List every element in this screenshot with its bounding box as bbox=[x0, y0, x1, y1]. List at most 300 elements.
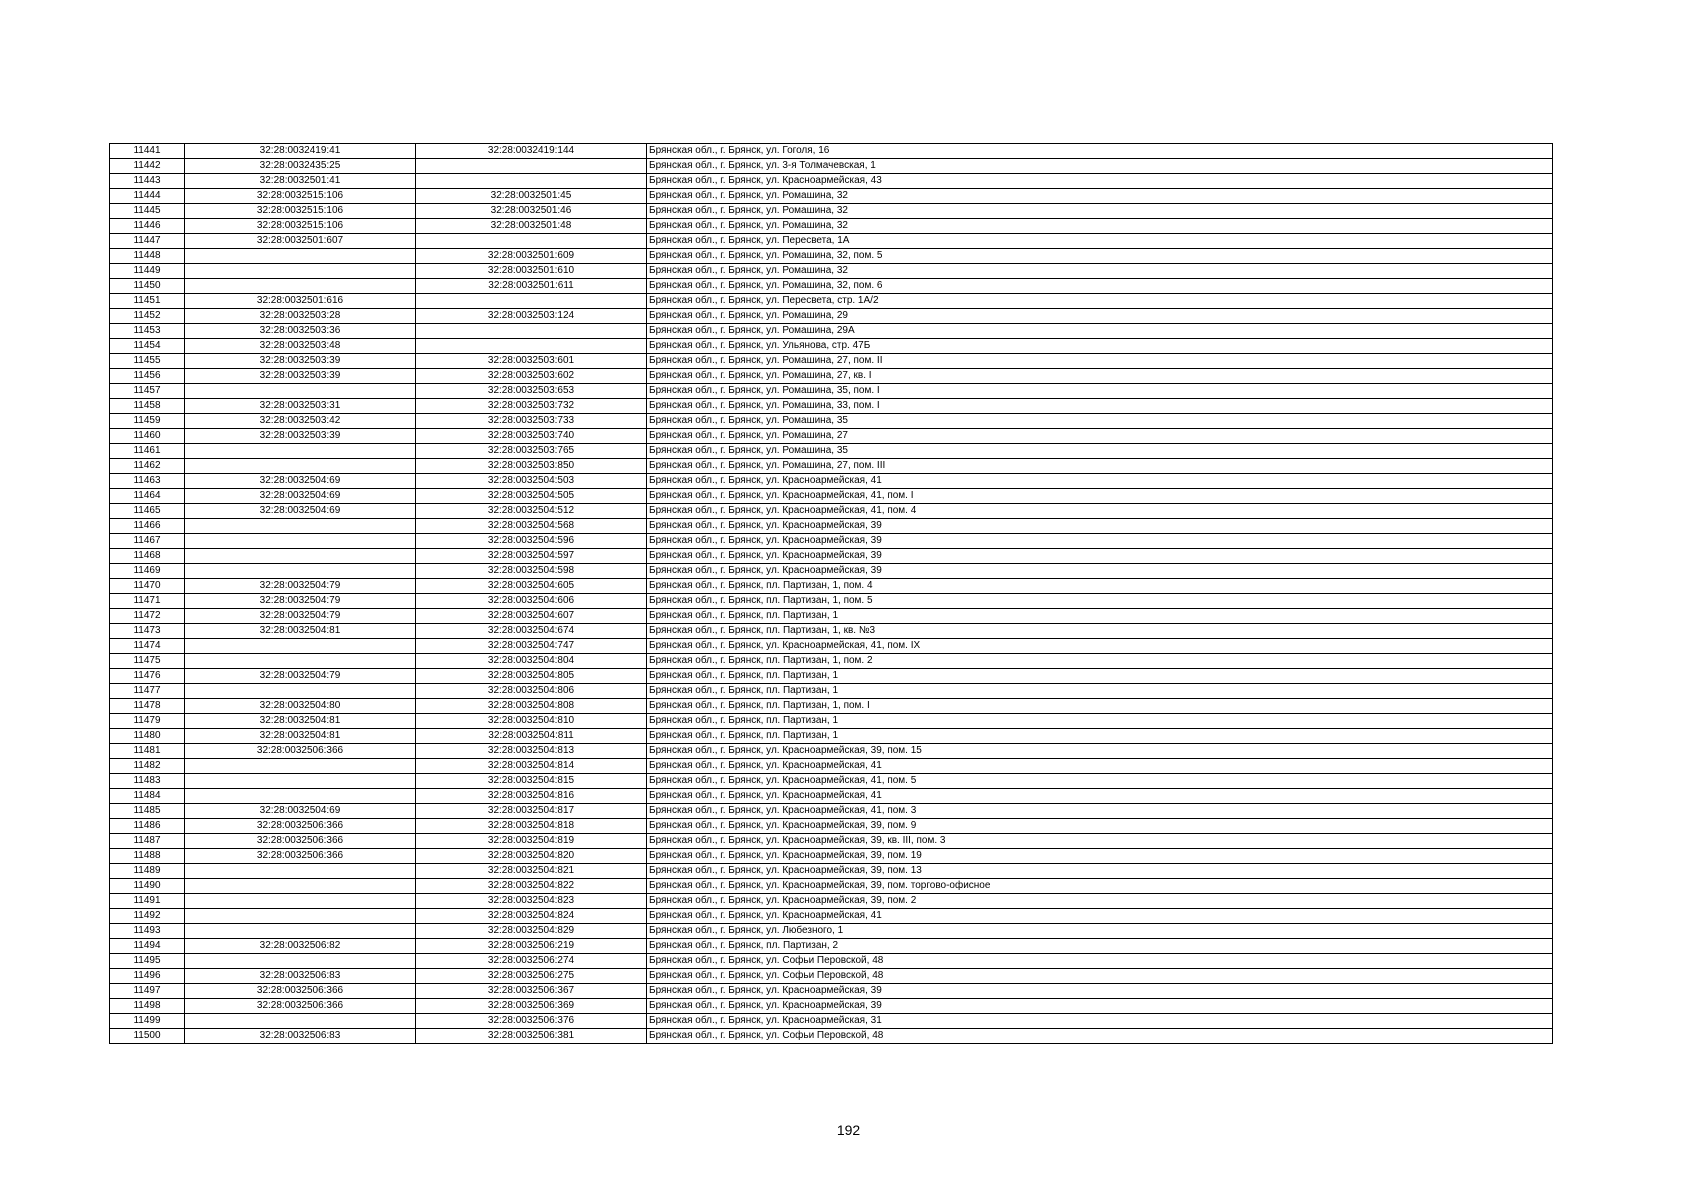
address-cell: Брянская обл., г. Брянск, ул. Ромашина, 29 bbox=[647, 309, 1553, 324]
row-number-cell: 11474 bbox=[110, 639, 185, 654]
row-number-cell: 11463 bbox=[110, 474, 185, 489]
address-cell: Брянская обл., г. Брянск, ул. Ромашина, 32, пом. 6 bbox=[647, 279, 1553, 294]
building-cadastral-number-cell: 32:28:0032503:765 bbox=[416, 444, 647, 459]
land-cadastral-number-cell: 32:28:0032503:39 bbox=[185, 429, 416, 444]
table-row bbox=[110, 564, 1553, 579]
land-cadastral-number-cell: 32:28:0032504:69 bbox=[185, 804, 416, 819]
building-cadastral-number-cell: 32:28:0032504:607 bbox=[416, 609, 647, 624]
row-number-cell: 11479 bbox=[110, 714, 185, 729]
land-cadastral-number-cell bbox=[185, 924, 416, 939]
row-number-cell: 11499 bbox=[110, 1014, 185, 1029]
row-number-cell: 11444 bbox=[110, 189, 185, 204]
building-cadastral-number-cell: 32:28:0032504:814 bbox=[416, 759, 647, 774]
address-cell: Брянская обл., г. Брянск, пл. Партизан, 1 bbox=[647, 729, 1553, 744]
land-cadastral-number-cell bbox=[185, 249, 416, 264]
row-number-cell: 11478 bbox=[110, 699, 185, 714]
building-cadastral-number-cell: 32:28:0032504:503 bbox=[416, 474, 647, 489]
address-cell: Брянская обл., г. Брянск, ул. Ромашина, 29А bbox=[647, 324, 1553, 339]
table-row bbox=[110, 729, 1553, 744]
address-cell: Брянская обл., г. Брянск, ул. Красноармейская, 39 bbox=[647, 549, 1553, 564]
land-cadastral-number-cell: 32:28:0032515:106 bbox=[185, 204, 416, 219]
address-cell: Брянская обл., г. Брянск, пл. Партизан, 1, пом. 5 bbox=[647, 594, 1553, 609]
land-cadastral-number-cell: 32:28:0032503:39 bbox=[185, 354, 416, 369]
land-cadastral-number-cell bbox=[185, 774, 416, 789]
address-cell: Брянская обл., г. Брянск, ул. Красноармейская, 39 bbox=[647, 534, 1553, 549]
address-cell: Брянская обл., г. Брянск, ул. Пересвета, 1А bbox=[647, 234, 1553, 249]
building-cadastral-number-cell: 32:28:0032503:850 bbox=[416, 459, 647, 474]
row-number-cell: 11451 bbox=[110, 294, 185, 309]
table-row bbox=[110, 534, 1553, 549]
land-cadastral-number-cell: 32:28:0032503:42 bbox=[185, 414, 416, 429]
address-cell: Брянская обл., г. Брянск, ул. Ромашина, 35, пом. I bbox=[647, 384, 1553, 399]
land-cadastral-number-cell bbox=[185, 894, 416, 909]
building-cadastral-number-cell: 32:28:0032504:815 bbox=[416, 774, 647, 789]
row-number-cell: 11491 bbox=[110, 894, 185, 909]
table-row bbox=[110, 399, 1553, 414]
table-row bbox=[110, 759, 1553, 774]
address-cell: Брянская обл., г. Брянск, ул. Красноармейская, 41, пом. 5 bbox=[647, 774, 1553, 789]
land-cadastral-number-cell: 32:28:0032506:366 bbox=[185, 819, 416, 834]
table-row bbox=[110, 699, 1553, 714]
land-cadastral-number-cell: 32:28:0032501:41 bbox=[185, 174, 416, 189]
address-cell: Брянская обл., г. Брянск, ул. Ромашина, 32 bbox=[647, 219, 1553, 234]
address-cell: Брянская обл., г. Брянск, ул. Красноармейская, 39 bbox=[647, 519, 1553, 534]
land-cadastral-number-cell: 32:28:0032506:83 bbox=[185, 1029, 416, 1044]
row-number-cell: 11459 bbox=[110, 414, 185, 429]
building-cadastral-number-cell: 32:28:0032504:505 bbox=[416, 489, 647, 504]
building-cadastral-number-cell: 32:28:0032504:819 bbox=[416, 834, 647, 849]
address-cell: Брянская обл., г. Брянск, ул. Красноармейская, 41, пом. 4 bbox=[647, 504, 1553, 519]
land-cadastral-number-cell bbox=[185, 954, 416, 969]
table-row bbox=[110, 324, 1553, 339]
land-cadastral-number-cell: 32:28:0032504:69 bbox=[185, 489, 416, 504]
address-cell: Брянская обл., г. Брянск, ул. Красноармейская, 39, пом. 15 bbox=[647, 744, 1553, 759]
land-cadastral-number-cell: 32:28:0032515:106 bbox=[185, 219, 416, 234]
land-cadastral-number-cell bbox=[185, 639, 416, 654]
land-cadastral-number-cell: 32:28:0032501:616 bbox=[185, 294, 416, 309]
row-number-cell: 11460 bbox=[110, 429, 185, 444]
address-cell: Брянская обл., г. Брянск, ул. Софьи Перовской, 48 bbox=[647, 954, 1553, 969]
building-cadastral-number-cell: 32:28:0032504:829 bbox=[416, 924, 647, 939]
row-number-cell: 11447 bbox=[110, 234, 185, 249]
address-cell: Брянская обл., г. Брянск, ул. Красноармейская, 39 bbox=[647, 999, 1553, 1014]
table-row bbox=[110, 594, 1553, 609]
row-number-cell: 11497 bbox=[110, 984, 185, 999]
land-cadastral-number-cell: 32:28:0032506:366 bbox=[185, 984, 416, 999]
address-cell: Брянская обл., г. Брянск, ул. Ромашина, 27, пом. II bbox=[647, 354, 1553, 369]
land-cadastral-number-cell: 32:28:0032504:69 bbox=[185, 474, 416, 489]
address-cell: Брянская обл., г. Брянск, ул. Красноармейская, 41, пом. 3 bbox=[647, 804, 1553, 819]
row-number-cell: 11489 bbox=[110, 864, 185, 879]
building-cadastral-number-cell bbox=[416, 294, 647, 309]
building-cadastral-number-cell: 32:28:0032504:674 bbox=[416, 624, 647, 639]
table-row bbox=[110, 189, 1553, 204]
table-row bbox=[110, 444, 1553, 459]
address-cell: Брянская обл., г. Брянск, ул. Красноармейская, 41, пом. IX bbox=[647, 639, 1553, 654]
building-cadastral-number-cell: 32:28:0032503:602 bbox=[416, 369, 647, 384]
building-cadastral-number-cell bbox=[416, 339, 647, 354]
address-cell: Брянская обл., г. Брянск, ул. Пересвета, стр. 1А/2 bbox=[647, 294, 1553, 309]
address-cell: Брянская обл., г. Брянск, ул. Ромашина, 27 bbox=[647, 429, 1553, 444]
address-cell: Брянская обл., г. Брянск, ул. Ромашина, 32 bbox=[647, 204, 1553, 219]
table-row bbox=[110, 669, 1553, 684]
address-cell: Брянская обл., г. Брянск, ул. Красноармейская, 39, кв. III, пом. 3 bbox=[647, 834, 1553, 849]
building-cadastral-number-cell: 32:28:0032501:610 bbox=[416, 264, 647, 279]
row-number-cell: 11496 bbox=[110, 969, 185, 984]
address-cell: Брянская обл., г. Брянск, пл. Партизан, 1 bbox=[647, 714, 1553, 729]
row-number-cell: 11464 bbox=[110, 489, 185, 504]
building-cadastral-number-cell: 32:28:0032504:568 bbox=[416, 519, 647, 534]
building-cadastral-number-cell: 32:28:0032503:732 bbox=[416, 399, 647, 414]
address-cell: Брянская обл., г. Брянск, ул. Красноармейская, 39, пом. 13 bbox=[647, 864, 1553, 879]
address-cell: Брянская обл., г. Брянск, ул. Красноармейская, 43 bbox=[647, 174, 1553, 189]
table-row bbox=[110, 954, 1553, 969]
building-cadastral-number-cell: 32:28:0032504:596 bbox=[416, 534, 647, 549]
address-cell: Брянская обл., г. Брянск, пл. Партизан, 1, пом. I bbox=[647, 699, 1553, 714]
row-number-cell: 11462 bbox=[110, 459, 185, 474]
table-row bbox=[110, 219, 1553, 234]
building-cadastral-number-cell: 32:28:0032419:144 bbox=[416, 144, 647, 159]
address-cell: Брянская обл., г. Брянск, ул. Красноармейская, 41 bbox=[647, 759, 1553, 774]
land-cadastral-number-cell bbox=[185, 549, 416, 564]
row-number-cell: 11448 bbox=[110, 249, 185, 264]
row-number-cell: 11485 bbox=[110, 804, 185, 819]
address-cell: Брянская обл., г. Брянск, ул. Красноармейская, 41 bbox=[647, 909, 1553, 924]
row-number-cell: 11467 bbox=[110, 534, 185, 549]
table-row bbox=[110, 174, 1553, 189]
table-row bbox=[110, 609, 1553, 624]
table-row bbox=[110, 909, 1553, 924]
building-cadastral-number-cell: 32:28:0032506:274 bbox=[416, 954, 647, 969]
land-cadastral-number-cell: 32:28:0032503:31 bbox=[185, 399, 416, 414]
building-cadastral-number-cell: 32:28:0032504:820 bbox=[416, 849, 647, 864]
address-cell: Брянская обл., г. Брянск, пл. Партизан, 1, кв. №3 bbox=[647, 624, 1553, 639]
land-cadastral-number-cell bbox=[185, 864, 416, 879]
address-cell: Брянская обл., г. Брянск, пл. Партизан, 1 bbox=[647, 609, 1553, 624]
land-cadastral-number-cell: 32:28:0032419:41 bbox=[185, 144, 416, 159]
land-cadastral-number-cell: 32:28:0032503:36 bbox=[185, 324, 416, 339]
row-number-cell: 11483 bbox=[110, 774, 185, 789]
table-row bbox=[110, 414, 1553, 429]
land-cadastral-number-cell bbox=[185, 279, 416, 294]
land-cadastral-number-cell: 32:28:0032506:82 bbox=[185, 939, 416, 954]
address-cell: Брянская обл., г. Брянск, ул. Софьи Перовской, 48 bbox=[647, 1029, 1553, 1044]
row-number-cell: 11495 bbox=[110, 954, 185, 969]
table-row bbox=[110, 939, 1553, 954]
building-cadastral-number-cell: 32:28:0032506:381 bbox=[416, 1029, 647, 1044]
land-cadastral-number-cell: 32:28:0032504:81 bbox=[185, 729, 416, 744]
building-cadastral-number-cell: 32:28:0032504:818 bbox=[416, 819, 647, 834]
row-number-cell: 11482 bbox=[110, 759, 185, 774]
building-cadastral-number-cell: 32:28:0032504:598 bbox=[416, 564, 647, 579]
row-number-cell: 11476 bbox=[110, 669, 185, 684]
row-number-cell: 11471 bbox=[110, 594, 185, 609]
land-cadastral-number-cell: 32:28:0032504:79 bbox=[185, 669, 416, 684]
building-cadastral-number-cell: 32:28:0032506:367 bbox=[416, 984, 647, 999]
row-number-cell: 11454 bbox=[110, 339, 185, 354]
row-number-cell: 11477 bbox=[110, 684, 185, 699]
table-row bbox=[110, 144, 1553, 159]
row-number-cell: 11453 bbox=[110, 324, 185, 339]
land-cadastral-number-cell bbox=[185, 759, 416, 774]
table-row bbox=[110, 504, 1553, 519]
land-cadastral-number-cell: 32:28:0032515:106 bbox=[185, 189, 416, 204]
table-row bbox=[110, 204, 1553, 219]
address-cell: Брянская обл., г. Брянск, ул. Ромашина, 27, пом. III bbox=[647, 459, 1553, 474]
address-cell: Брянская обл., г. Брянск, ул. Красноармейская, 39, пом. торгово-офисное bbox=[647, 879, 1553, 894]
building-cadastral-number-cell: 32:28:0032504:606 bbox=[416, 594, 647, 609]
land-cadastral-number-cell: 32:28:0032504:81 bbox=[185, 624, 416, 639]
table-row bbox=[110, 864, 1553, 879]
building-cadastral-number-cell: 32:28:0032504:813 bbox=[416, 744, 647, 759]
table-row bbox=[110, 429, 1553, 444]
address-cell: Брянская обл., г. Брянск, пл. Партизан, 2 bbox=[647, 939, 1553, 954]
row-number-cell: 11461 bbox=[110, 444, 185, 459]
table-row bbox=[110, 549, 1553, 564]
building-cadastral-number-cell: 32:28:0032501:48 bbox=[416, 219, 647, 234]
land-cadastral-number-cell bbox=[185, 879, 416, 894]
row-number-cell: 11465 bbox=[110, 504, 185, 519]
table-row bbox=[110, 624, 1553, 639]
land-cadastral-number-cell bbox=[185, 459, 416, 474]
table-row bbox=[110, 774, 1553, 789]
table-row bbox=[110, 789, 1553, 804]
address-cell: Брянская обл., г. Брянск, ул. Красноармейская, 39, пом. 2 bbox=[647, 894, 1553, 909]
address-cell: Брянская обл., г. Брянск, ул. Ромашина, 27, кв. I bbox=[647, 369, 1553, 384]
table-row bbox=[110, 519, 1553, 534]
building-cadastral-number-cell: 32:28:0032504:597 bbox=[416, 549, 647, 564]
table-row bbox=[110, 459, 1553, 474]
building-cadastral-number-cell: 32:28:0032503:733 bbox=[416, 414, 647, 429]
land-cadastral-number-cell: 32:28:0032504:79 bbox=[185, 579, 416, 594]
table-row bbox=[110, 834, 1553, 849]
land-cadastral-number-cell bbox=[185, 264, 416, 279]
land-cadastral-number-cell: 32:28:0032503:28 bbox=[185, 309, 416, 324]
address-cell: Брянская обл., г. Брянск, ул. Ромашина, 35 bbox=[647, 414, 1553, 429]
table-row bbox=[110, 249, 1553, 264]
address-cell: Брянская обл., г. Брянск, ул. Красноармейская, 39, пом. 19 bbox=[647, 849, 1553, 864]
building-cadastral-number-cell bbox=[416, 234, 647, 249]
land-cadastral-number-cell bbox=[185, 384, 416, 399]
row-number-cell: 11443 bbox=[110, 174, 185, 189]
land-cadastral-number-cell: 32:28:0032503:48 bbox=[185, 339, 416, 354]
table-row bbox=[110, 294, 1553, 309]
building-cadastral-number-cell: 32:28:0032504:823 bbox=[416, 894, 647, 909]
row-number-cell: 11490 bbox=[110, 879, 185, 894]
building-cadastral-number-cell: 32:28:0032504:811 bbox=[416, 729, 647, 744]
table-row bbox=[110, 234, 1553, 249]
land-cadastral-number-cell: 32:28:0032435:25 bbox=[185, 159, 416, 174]
table-row bbox=[110, 714, 1553, 729]
building-cadastral-number-cell bbox=[416, 324, 647, 339]
land-cadastral-number-cell bbox=[185, 534, 416, 549]
address-cell: Брянская обл., г. Брянск, ул. Гоголя, 16 bbox=[647, 144, 1553, 159]
table-row bbox=[110, 309, 1553, 324]
address-cell: Брянская обл., г. Брянск, ул. Красноармейская, 39 bbox=[647, 984, 1553, 999]
building-cadastral-number-cell: 32:28:0032506:369 bbox=[416, 999, 647, 1014]
land-cadastral-number-cell: 32:28:0032506:366 bbox=[185, 834, 416, 849]
row-number-cell: 11469 bbox=[110, 564, 185, 579]
building-cadastral-number-cell: 32:28:0032501:45 bbox=[416, 189, 647, 204]
address-cell: Брянская обл., г. Брянск, ул. Красноармейская, 39, пом. 9 bbox=[647, 819, 1553, 834]
land-cadastral-number-cell bbox=[185, 519, 416, 534]
table-row bbox=[110, 969, 1553, 984]
row-number-cell: 11452 bbox=[110, 309, 185, 324]
row-number-cell: 11456 bbox=[110, 369, 185, 384]
row-number-cell: 11487 bbox=[110, 834, 185, 849]
address-cell: Брянская обл., г. Брянск, ул. Красноармейская, 41 bbox=[647, 474, 1553, 489]
row-number-cell: 11500 bbox=[110, 1029, 185, 1044]
table-row bbox=[110, 354, 1553, 369]
address-cell: Брянская обл., г. Брянск, ул. Софьи Перовской, 48 bbox=[647, 969, 1553, 984]
table-row bbox=[110, 279, 1553, 294]
row-number-cell: 11445 bbox=[110, 204, 185, 219]
row-number-cell: 11494 bbox=[110, 939, 185, 954]
table-row bbox=[110, 894, 1553, 909]
table-row bbox=[110, 489, 1553, 504]
land-cadastral-number-cell: 32:28:0032503:39 bbox=[185, 369, 416, 384]
row-number-cell: 11468 bbox=[110, 549, 185, 564]
table-row bbox=[110, 684, 1553, 699]
table-row bbox=[110, 999, 1553, 1014]
row-number-cell: 11473 bbox=[110, 624, 185, 639]
building-cadastral-number-cell: 32:28:0032503:124 bbox=[416, 309, 647, 324]
table-row bbox=[110, 654, 1553, 669]
building-cadastral-number-cell: 32:28:0032506:376 bbox=[416, 1014, 647, 1029]
row-number-cell: 11441 bbox=[110, 144, 185, 159]
land-cadastral-number-cell: 32:28:0032506:366 bbox=[185, 999, 416, 1014]
land-cadastral-number-cell bbox=[185, 684, 416, 699]
land-cadastral-number-cell: 32:28:0032504:81 bbox=[185, 714, 416, 729]
address-cell: Брянская обл., г. Брянск, ул. Красноармейская, 41, пом. I bbox=[647, 489, 1553, 504]
address-cell: Брянская обл., г. Брянск, ул. Ромашина, 32 bbox=[647, 189, 1553, 204]
building-cadastral-number-cell: 32:28:0032504:805 bbox=[416, 669, 647, 684]
building-cadastral-number-cell: 32:28:0032504:817 bbox=[416, 804, 647, 819]
address-cell: Брянская обл., г. Брянск, пл. Партизан, 1, пом. 4 bbox=[647, 579, 1553, 594]
building-cadastral-number-cell: 32:28:0032504:816 bbox=[416, 789, 647, 804]
row-number-cell: 11492 bbox=[110, 909, 185, 924]
table-row bbox=[110, 819, 1553, 834]
table-row bbox=[110, 879, 1553, 894]
land-cadastral-number-cell: 32:28:0032504:79 bbox=[185, 609, 416, 624]
row-number-cell: 11450 bbox=[110, 279, 185, 294]
address-cell: Брянская обл., г. Брянск, ул. Ульянова, стр. 47Б bbox=[647, 339, 1553, 354]
building-cadastral-number-cell: 32:28:0032504:821 bbox=[416, 864, 647, 879]
building-cadastral-number-cell: 32:28:0032503:653 bbox=[416, 384, 647, 399]
row-number-cell: 11458 bbox=[110, 399, 185, 414]
building-cadastral-number-cell: 32:28:0032504:824 bbox=[416, 909, 647, 924]
row-number-cell: 11470 bbox=[110, 579, 185, 594]
row-number-cell: 11455 bbox=[110, 354, 185, 369]
building-cadastral-number-cell: 32:28:0032503:601 bbox=[416, 354, 647, 369]
address-cell: Брянская обл., г. Брянск, ул. Ромашина, 35 bbox=[647, 444, 1553, 459]
table-row bbox=[110, 384, 1553, 399]
table-row bbox=[110, 639, 1553, 654]
building-cadastral-number-cell: 32:28:0032504:808 bbox=[416, 699, 647, 714]
table-row bbox=[110, 579, 1553, 594]
table-row bbox=[110, 339, 1553, 354]
row-number-cell: 11486 bbox=[110, 819, 185, 834]
land-cadastral-number-cell: 32:28:0032506:83 bbox=[185, 969, 416, 984]
table-row bbox=[110, 804, 1553, 819]
table-row bbox=[110, 159, 1553, 174]
table-row bbox=[110, 984, 1553, 999]
row-number-cell: 11475 bbox=[110, 654, 185, 669]
address-cell: Брянская обл., г. Брянск, ул. Ромашина, 32 bbox=[647, 264, 1553, 279]
row-number-cell: 11488 bbox=[110, 849, 185, 864]
address-cell: Брянская обл., г. Брянск, ул. 3-я Толмачевская, 1 bbox=[647, 159, 1553, 174]
building-cadastral-number-cell: 32:28:0032503:740 bbox=[416, 429, 647, 444]
land-cadastral-number-cell: 32:28:0032506:366 bbox=[185, 744, 416, 759]
table-row bbox=[110, 1014, 1553, 1029]
table-row bbox=[110, 849, 1553, 864]
land-cadastral-number-cell: 32:28:0032504:69 bbox=[185, 504, 416, 519]
address-cell: Брянская обл., г. Брянск, ул. Красноармейская, 31 bbox=[647, 1014, 1553, 1029]
building-cadastral-number-cell: 32:28:0032504:804 bbox=[416, 654, 647, 669]
address-cell: Брянская обл., г. Брянск, ул. Красноармейская, 41 bbox=[647, 789, 1553, 804]
row-number-cell: 11481 bbox=[110, 744, 185, 759]
land-cadastral-number-cell: 32:28:0032504:79 bbox=[185, 594, 416, 609]
address-cell: Брянская обл., г. Брянск, пл. Партизан, 1 bbox=[647, 669, 1553, 684]
row-number-cell: 11480 bbox=[110, 729, 185, 744]
building-cadastral-number-cell: 32:28:0032501:46 bbox=[416, 204, 647, 219]
building-cadastral-number-cell: 32:28:0032506:219 bbox=[416, 939, 647, 954]
building-cadastral-number-cell: 32:28:0032504:822 bbox=[416, 879, 647, 894]
page-number: 192 bbox=[836, 1122, 861, 1138]
building-cadastral-number-cell: 32:28:0032504:605 bbox=[416, 579, 647, 594]
table-row bbox=[110, 744, 1553, 759]
address-cell: Брянская обл., г. Брянск, ул. Ромашина, 32, пом. 5 bbox=[647, 249, 1553, 264]
building-cadastral-number-cell: 32:28:0032504:747 bbox=[416, 639, 647, 654]
table-row bbox=[110, 924, 1553, 939]
land-cadastral-number-cell bbox=[185, 909, 416, 924]
row-number-cell: 11466 bbox=[110, 519, 185, 534]
building-cadastral-number-cell: 32:28:0032501:609 bbox=[416, 249, 647, 264]
address-cell: Брянская обл., г. Брянск, пл. Партизан, 1 bbox=[647, 684, 1553, 699]
table-row bbox=[110, 1029, 1553, 1044]
land-cadastral-number-cell: 32:28:0032506:366 bbox=[185, 849, 416, 864]
building-cadastral-number-cell bbox=[416, 159, 647, 174]
row-number-cell: 11442 bbox=[110, 159, 185, 174]
address-cell: Брянская обл., г. Брянск, ул. Красноармейская, 39 bbox=[647, 564, 1553, 579]
table-row bbox=[110, 369, 1553, 384]
building-cadastral-number-cell: 32:28:0032504:810 bbox=[416, 714, 647, 729]
land-cadastral-number-cell bbox=[185, 789, 416, 804]
building-cadastral-number-cell: 32:28:0032506:275 bbox=[416, 969, 647, 984]
building-cadastral-number-cell: 32:28:0032504:512 bbox=[416, 504, 647, 519]
table-row bbox=[110, 264, 1553, 279]
row-number-cell: 11472 bbox=[110, 609, 185, 624]
registry-table-body bbox=[110, 144, 1553, 1044]
registry-table bbox=[109, 143, 1553, 1044]
building-cadastral-number-cell: 32:28:0032504:806 bbox=[416, 684, 647, 699]
land-cadastral-number-cell bbox=[185, 444, 416, 459]
address-cell: Брянская обл., г. Брянск, ул. Любезного, 1 bbox=[647, 924, 1553, 939]
row-number-cell: 11484 bbox=[110, 789, 185, 804]
row-number-cell: 11446 bbox=[110, 219, 185, 234]
land-cadastral-number-cell: 32:28:0032504:80 bbox=[185, 699, 416, 714]
land-cadastral-number-cell bbox=[185, 1014, 416, 1029]
row-number-cell: 11457 bbox=[110, 384, 185, 399]
building-cadastral-number-cell: 32:28:0032501:611 bbox=[416, 279, 647, 294]
row-number-cell: 11449 bbox=[110, 264, 185, 279]
building-cadastral-number-cell bbox=[416, 174, 647, 189]
table-row bbox=[110, 474, 1553, 489]
land-cadastral-number-cell bbox=[185, 564, 416, 579]
address-cell: Брянская обл., г. Брянск, пл. Партизан, 1, пом. 2 bbox=[647, 654, 1553, 669]
address-cell: Брянская обл., г. Брянск, ул. Ромашина, 33, пом. I bbox=[647, 399, 1553, 414]
row-number-cell: 11498 bbox=[110, 999, 185, 1014]
